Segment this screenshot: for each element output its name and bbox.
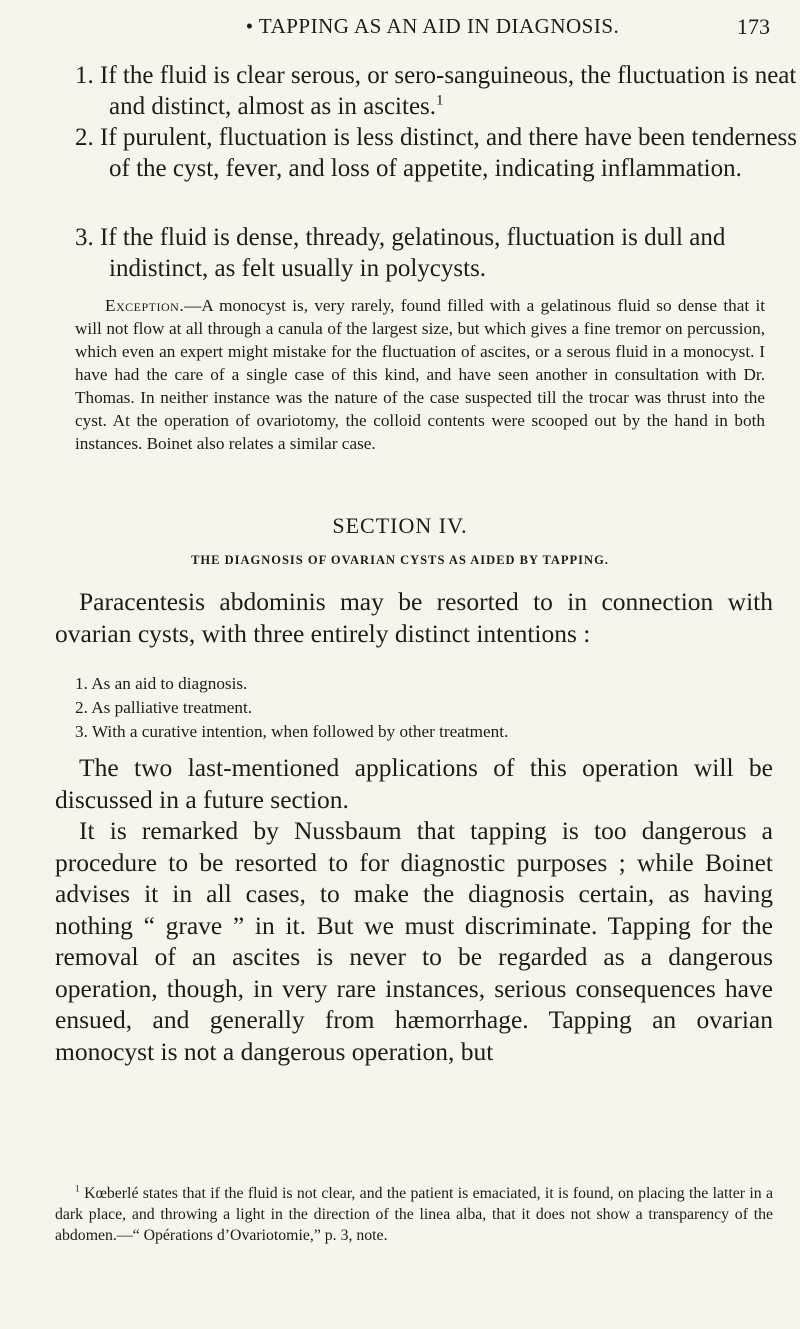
- intro-paragraph: [55, 586, 773, 649]
- numbered-point-1: [75, 60, 799, 122]
- paragraph: It is remarked by Nussbaum that tapping is too dangerous a procedure to be resorted to for diagnostic purposes ; while Boinet advises it in all cases, to make the diagnosis certain, as having nothing “ grave ” in it. But we must discriminate. Tapping for the removal of an ascites is never to be regarded as a dangerous operation, though, in very rare instances, serious consequences have ensued, and generally from hæmorrhage. Tapping an ovarian monocyst is not a dangerous operation, but: [55, 816, 773, 1066]
- list-item: [75, 720, 765, 744]
- intentions-list: [75, 672, 765, 744]
- point-number: 2.: [75, 124, 94, 151]
- exception-text: —A monocyst is, very rarely, found filled with a gelatinous fluid so dense that it will not flow at all through a canula of the largest size, but which gives a fine tremor on percussion, which even an expert might mistake for the fluctuation of ascites, or a serous fluid in a monocyst. I have had the care of a single case of this kind, and have seen another in consultation with Dr. Thomas. In neither instance was the nature of the case suspected till the trocar was thrust into the cyst. At the operation of ovariotomy, the colloid contents were scooped out by the hand in both instances. Boinet also relates a similar case.: [75, 296, 765, 453]
- running-header: [95, 8, 770, 48]
- section-subheading: THE DIAGNOSIS OF OVARIAN CYSTS AS AIDED BY TAPPING.: [191, 553, 609, 567]
- list-text: As an aid to diagnosis.: [91, 674, 248, 693]
- footnote: [55, 1183, 773, 1246]
- numbered-point-2: [75, 122, 799, 184]
- list-item: [75, 696, 765, 720]
- list-item: [75, 672, 765, 696]
- list-number: 2.: [75, 698, 88, 717]
- page-number: 173: [737, 14, 770, 39]
- list-number: 1.: [75, 674, 88, 693]
- exception-note: [75, 294, 765, 455]
- point-number: 1.: [75, 62, 94, 89]
- exception-label: Exception.: [105, 296, 185, 315]
- list-number: 3.: [75, 722, 88, 741]
- numbered-point-3: [75, 222, 799, 284]
- section-heading: SECTION IV.: [332, 513, 468, 538]
- intro-text: Paracentesis abdominis may be resorted to in connection with ovarian cysts, with three entirely distinct intentions :: [55, 587, 773, 648]
- point-number: 3.: [75, 224, 94, 251]
- footnote-text: Kœberlé states that if the fluid is not clear, and the patient is emaciated, it is found, on placing the latter in a dark place, and throwing a light in the direction of the linea alba, that it does not show a transparency of the abdomen.—“ Opérations d’Ovariotomie,” p. 3, note.: [55, 1185, 773, 1244]
- point-text: If the fluid is clear serous, or sero-sanguineous, the fluctuation is neat and distinct, almost as in ascites.: [100, 62, 797, 120]
- point-text: If the fluid is dense, thready, gelatinous, fluctuation is dull and indistinct, as felt usually in polycysts.: [100, 224, 726, 282]
- main-text: [55, 752, 773, 1067]
- footnote-ref: 1: [436, 92, 444, 109]
- paragraph: The two last-mentioned applications of this operation will be discussed in a future section.: [55, 753, 773, 814]
- point-text: If purulent, fluctuation is less distinct, and there have been tenderness of the cyst, fever, and loss of appetite, indicating inflammation.: [100, 124, 798, 182]
- list-text: As palliative treatment.: [91, 698, 253, 717]
- list-text: With a curative intention, when followed by other treatment.: [91, 722, 509, 741]
- footnote-mark: 1: [75, 1184, 80, 1195]
- running-title: • TAPPING AS AN AID IN DIAGNOSIS.: [245, 14, 620, 38]
